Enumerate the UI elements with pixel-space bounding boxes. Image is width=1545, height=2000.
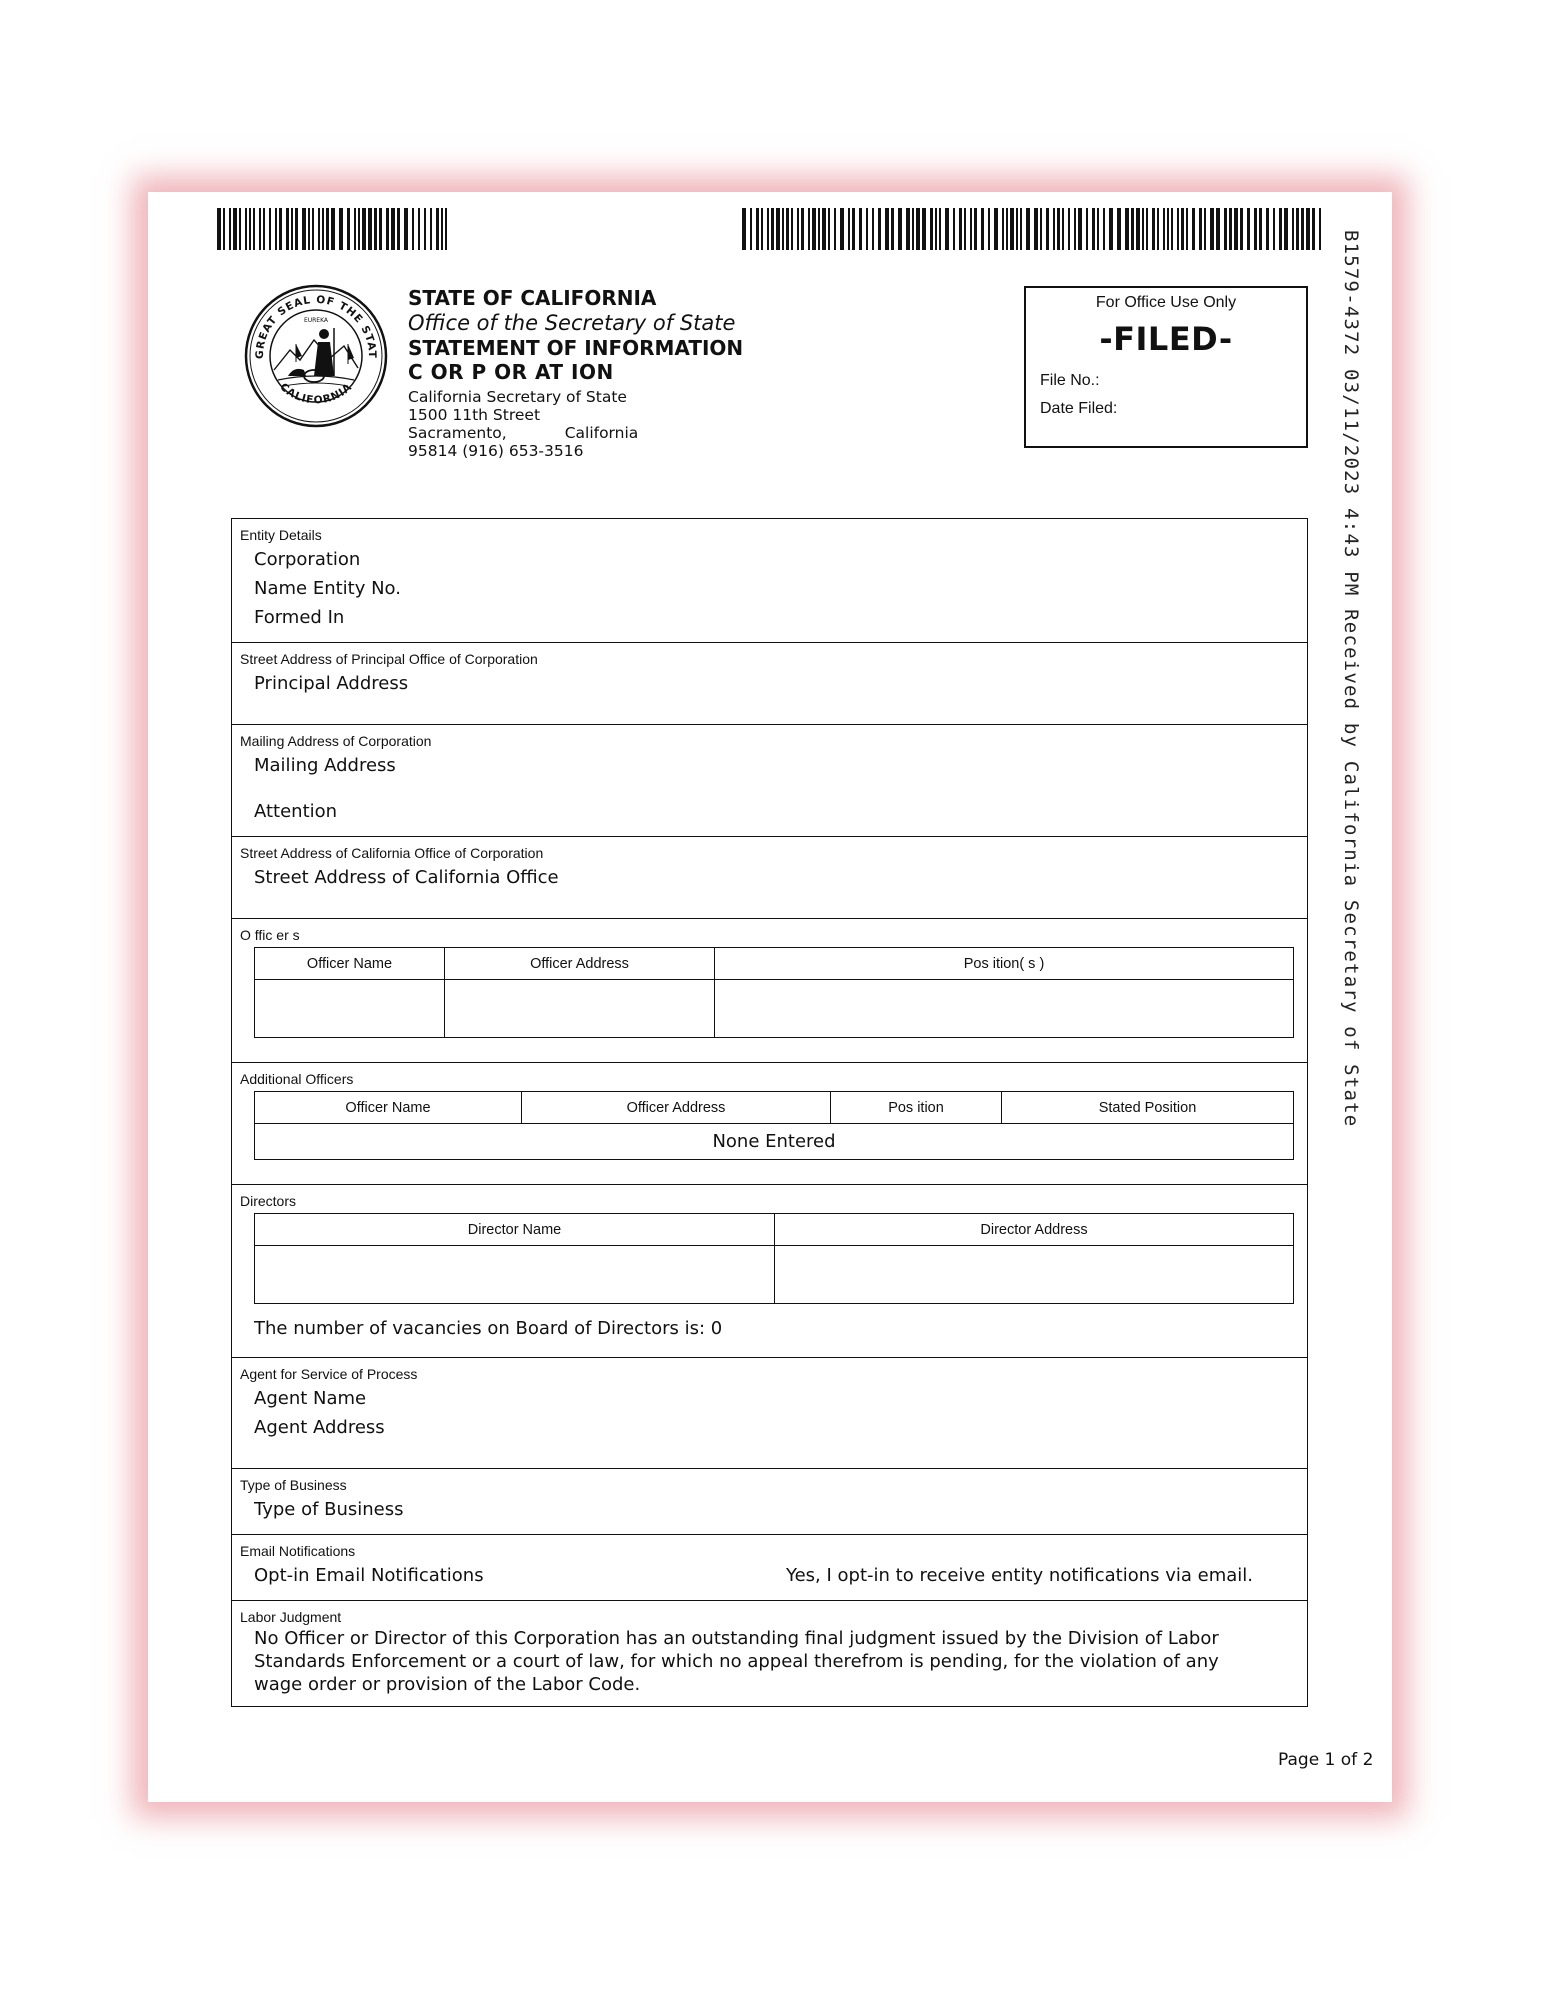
seal-motto: EUREKA	[303, 317, 329, 324]
attention-field: Attention	[254, 801, 338, 822]
additional-officers-table	[254, 1091, 1294, 1160]
corporation-field: Corporation	[254, 549, 361, 570]
table-row	[255, 1246, 1294, 1304]
table-cell	[715, 980, 1294, 1038]
section-label: Additional Officers	[240, 1071, 354, 1087]
section-label: O ffic er s	[240, 927, 300, 943]
state-title: STATE OF CALIFORNIA	[408, 286, 657, 310]
none-entered: None Entered	[255, 1124, 1294, 1160]
email-notifications-section	[232, 1534, 1307, 1600]
directors-table	[254, 1213, 1294, 1304]
seal-bottom-text: CALIFORNIA	[277, 380, 355, 407]
office-use-box	[1024, 286, 1308, 448]
additional-officers-section	[232, 1062, 1307, 1184]
table-cell	[255, 980, 445, 1038]
section-label: Mailing Address of Corporation	[240, 733, 432, 749]
labor-judgment-text: No Officer or Director of this Corporation has an outstanding final judgment issued by the Division of Labor Standards Enforcement or a court of law, for which no appeal therefrom is pending, for the violation of any wage order or provision of the Labor Code.	[254, 1628, 1219, 1695]
received-stamp: B1579-4372 03/11/2023 4:43 PM Received by California Secretary of State	[1340, 230, 1362, 1128]
table-row	[255, 1124, 1294, 1160]
vacancies-text: The number of vacancies on Board of Directors is: 0	[254, 1318, 723, 1339]
officers-table	[254, 947, 1294, 1038]
table-cell	[445, 980, 715, 1038]
page-number: Page 1 of 2	[1278, 1750, 1374, 1770]
column-header: Officer Name	[255, 948, 445, 980]
address-line-1: California Secretary of State	[408, 388, 627, 406]
section-label: Agent for Service of Process	[240, 1366, 418, 1382]
section-label: Street Address of Principal Office of Corporation	[240, 651, 538, 667]
entity-details-section	[232, 519, 1307, 642]
section-label: Email Notifications	[240, 1543, 356, 1559]
email-opt-in-text: Yes, I opt-in to receive entity notifications via email.	[786, 1565, 1254, 1586]
column-header: Officer Address	[445, 948, 715, 980]
filed-status: -FILED-	[1099, 320, 1233, 358]
mailing-address-section	[232, 724, 1307, 836]
formed-in-field: Formed In	[254, 607, 345, 628]
table-cell	[255, 1246, 775, 1304]
address-city: Sacramento,	[408, 424, 507, 442]
principal-office-section	[232, 642, 1307, 724]
agent-section	[232, 1357, 1307, 1468]
column-header: Pos ition( s )	[715, 948, 1294, 980]
directors-section	[232, 1184, 1307, 1357]
corporation-title: C OR P OR AT ION	[408, 360, 614, 384]
officers-section	[232, 918, 1307, 1062]
section-label: Entity Details	[240, 527, 322, 543]
section-label: Street Address of California Office of Corporation	[240, 845, 544, 861]
sos-address	[408, 388, 743, 460]
address-line-4: 95814 (916) 653-3516	[408, 442, 584, 460]
file-no-label: File No.:	[1040, 372, 1100, 389]
information-form	[231, 518, 1308, 1707]
california-office-field: Street Address of California Office	[254, 867, 559, 888]
agent-address-field: Agent Address	[254, 1417, 385, 1438]
barcode-right	[742, 208, 1322, 250]
principal-address-field: Principal Address	[254, 673, 409, 694]
business-type-field: Type of Business	[254, 1499, 404, 1520]
mailing-address-field: Mailing Address	[254, 755, 396, 776]
statement-title: STATEMENT OF INFORMATION	[408, 336, 744, 360]
seal-outer-text: GREAT SEAL OF THE STAT	[253, 293, 379, 360]
address-state: California	[564, 424, 639, 442]
california-office-section	[232, 836, 1307, 918]
section-label: Labor Judgment	[240, 1609, 342, 1625]
agent-name-field: Agent Name	[254, 1388, 367, 1409]
document-page	[148, 192, 1392, 1802]
address-line-2: 1500 11th Street	[408, 406, 541, 424]
business-type-section	[232, 1468, 1307, 1534]
date-filed-label: Date Filed:	[1040, 400, 1118, 417]
column-header: Officer Address	[522, 1092, 831, 1124]
section-label: Directors	[240, 1193, 297, 1209]
table-cell	[775, 1246, 1294, 1304]
office-use-title: For Office Use Only	[1095, 294, 1237, 311]
email-notifications-field: Opt-in Email Notifications	[254, 1565, 484, 1586]
barcode-left	[217, 208, 449, 250]
column-header: Stated Position	[1002, 1092, 1294, 1124]
column-header: Officer Name	[255, 1092, 522, 1124]
table-row	[255, 980, 1294, 1038]
form-header	[408, 286, 743, 460]
section-label: Type of Business	[240, 1477, 347, 1493]
office-title: Office of the Secretary of State	[408, 311, 736, 335]
labor-judgment-section	[232, 1600, 1307, 1706]
name-entity-no-field: Name Entity No.	[254, 578, 401, 599]
column-header: Director Name	[255, 1214, 775, 1246]
column-header: Director Address	[775, 1214, 1294, 1246]
column-header: Pos ition	[831, 1092, 1002, 1124]
state-seal-icon	[244, 284, 388, 428]
